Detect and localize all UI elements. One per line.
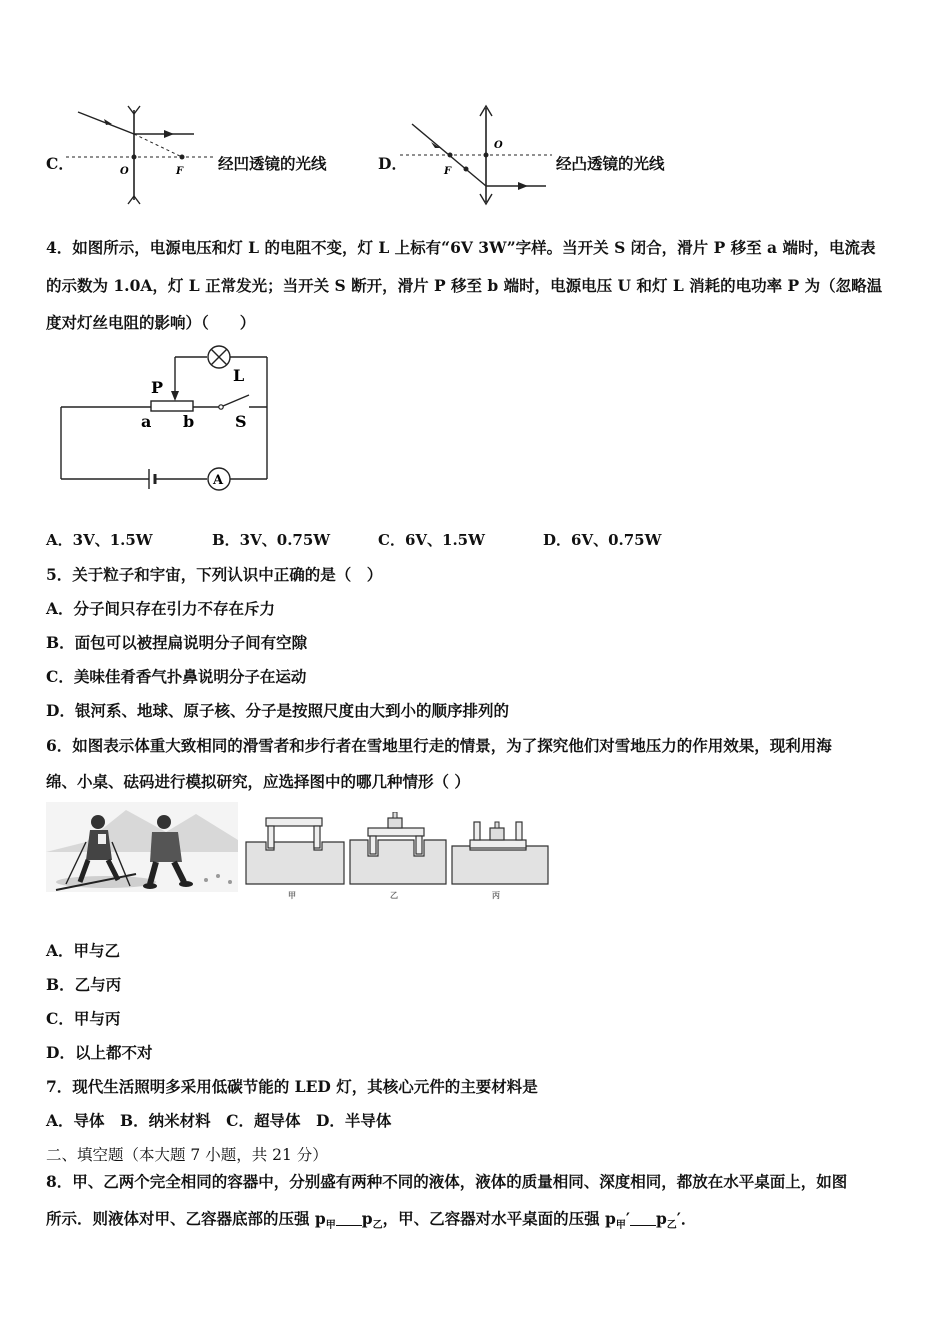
q4-option-d[interactable]: D．6V、0.75W xyxy=(543,531,662,549)
svg-text:a: a xyxy=(141,412,152,431)
q4-stem-line2: 的示数为 1.0A，灯 L 正常发光；当开关 S 断开，滑片 P 移至 b 端时，电源电压 U 和灯 L 消耗的电功率 P 为（忽略温 xyxy=(46,276,883,295)
q4-option-c[interactable]: C．6V、1.5W xyxy=(378,531,485,549)
q7-options[interactable]: A．导体 B．纳米材料 C．超导体 D．半导体 xyxy=(46,1111,392,1130)
sponge-table-figures xyxy=(244,812,550,902)
figure-label-bing: 丙 xyxy=(492,890,500,900)
q8-prime: ′ xyxy=(625,1209,630,1228)
q7-stem: 7．现代生活照明多采用低碳节能的 LED 灯，其核心元件的主要材料是 xyxy=(46,1077,538,1096)
q5-option-a[interactable]: A．分子间只存在引力不存在斥力 xyxy=(46,599,276,618)
q8-sub-yi2: 乙 xyxy=(666,1220,677,1232)
svg-text:F: F xyxy=(444,166,452,177)
switch-icon xyxy=(219,405,223,409)
svg-text:O: O xyxy=(494,140,503,151)
q8-text-b: p xyxy=(361,1209,373,1228)
q5-option-d[interactable]: D．银河系、地球、原子核、分子是按照尺度由大到小的顺序排列的 xyxy=(46,701,509,720)
q3-option-d-caption: 经凸透镜的光线 xyxy=(556,154,665,173)
concave-lens-diagram xyxy=(66,100,216,205)
svg-text:P: P xyxy=(151,378,164,397)
q8-blank-1[interactable] xyxy=(336,1211,362,1226)
lens-center-label: O xyxy=(120,166,129,177)
q8-sub-yi: 乙 xyxy=(372,1220,383,1232)
q8-text-e: ′． xyxy=(676,1209,697,1228)
q3-option-d-letter: D． xyxy=(378,154,407,173)
q8-sub-jia: 甲 xyxy=(325,1220,336,1232)
q4-option-a[interactable]: A．3V、1.5W xyxy=(46,531,153,549)
figure-label-yi: 乙 xyxy=(390,890,398,900)
q6-stem-line2: 绵、小桌、砝码进行模拟研究，应选择图中的哪几种情形（ ） xyxy=(46,772,470,791)
q8-text-d: p xyxy=(655,1209,667,1228)
svg-text:b: b xyxy=(183,412,195,431)
q6-stem-line1: 6．如图表示体重大致相同的滑雪者和步行者在雪地里行走的情景，为了探究他们对雪地压力的作用效果，现利用海 xyxy=(46,736,832,755)
focus-label: F xyxy=(176,166,184,177)
q6-option-a[interactable]: A．甲与乙 xyxy=(46,941,121,960)
figure-label-jia: 甲 xyxy=(288,890,296,900)
q5-stem: 5．关于粒子和宇宙，下列认识中正确的是（ ） xyxy=(46,565,383,584)
svg-text:L: L xyxy=(233,366,245,385)
q3-option-c-caption: 经凹透镜的光线 xyxy=(218,154,327,173)
svg-text:A: A xyxy=(213,473,224,488)
section-2-title: 二、填空题（本大题 7 小题，共 21 分） xyxy=(46,1146,328,1164)
rheostat-icon xyxy=(151,401,193,411)
q8-text-a: 所示．则液体对甲、乙容器底部的压强 p xyxy=(46,1209,326,1228)
q8-stem-line1: 8．甲、乙两个完全相同的容器中，分别盛有两种不同的液体，液体的质量相同、深度相同，都放在水平桌面上，如图 xyxy=(46,1172,848,1191)
q8-text-c: ，甲、乙容器对水平桌面的压强 p xyxy=(382,1209,616,1228)
convex-lens-diagram xyxy=(400,100,555,206)
q8-blank-2[interactable] xyxy=(630,1211,656,1226)
q6-option-d[interactable]: D．以上都不对 xyxy=(46,1043,153,1062)
svg-text:S: S xyxy=(235,412,247,431)
q4-stem-line3: 度对灯丝电阻的影响）（ ） xyxy=(46,313,256,332)
q5-option-b[interactable]: B．面包可以被捏扁说明分子间有空隙 xyxy=(46,633,308,652)
q3-option-c-letter: C． xyxy=(46,154,74,173)
q4-stem-line1: 4．如图所示，电源电压和灯 L 的电阻不变，灯 L 上标有“6V 3W”字样。当开关 S 闭合，滑片 P 移至 a 端时，电流表 xyxy=(46,238,876,257)
q4-circuit-diagram xyxy=(55,345,275,495)
q6-option-b[interactable]: B．乙与丙 xyxy=(46,975,122,994)
q8-stem-line2 xyxy=(46,1207,696,1231)
q5-option-c[interactable]: C．美味佳肴香气扑鼻说明分子在运动 xyxy=(46,667,307,686)
skier-walker-illustration xyxy=(46,802,238,892)
q4-option-b[interactable]: B．3V、0.75W xyxy=(212,531,331,549)
q6-option-c[interactable]: C．甲与丙 xyxy=(46,1009,121,1028)
q8-sub-jia2: 甲 xyxy=(615,1220,626,1232)
